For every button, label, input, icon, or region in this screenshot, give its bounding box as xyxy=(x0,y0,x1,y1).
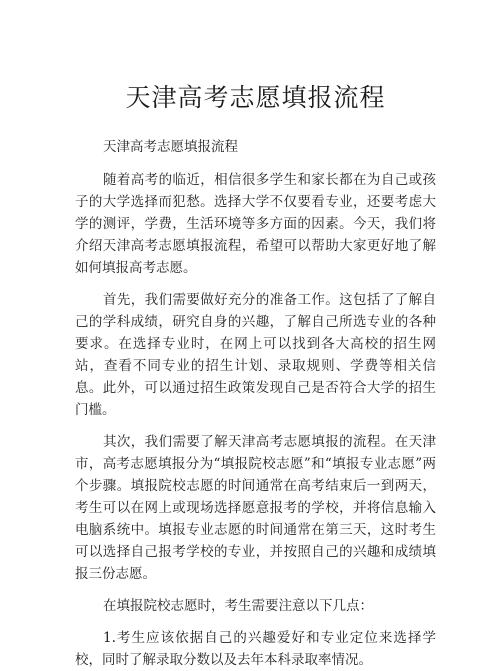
paragraph-process: 其次，我们需要了解天津高考志愿填报的流程。在天津市，高考志愿填报分为“填报院校志愿”和“填报专业志愿”两个步骤。填报院校志愿的时间通常在高考结束后一到两天，考生可以在网上或现场选择愿意报考的学校，并将信息输入电脑系统中。填报专业志愿的时间通常在第三天，这时考生可以选择自己报考学校的专业，并按照自己的兴趣和成绩填报三份志愿。 xyxy=(75,434,436,582)
document-subtitle: 天津高考志愿填报流程 xyxy=(103,139,238,155)
document-title: 天津高考志愿填报流程 xyxy=(125,83,386,112)
paragraph-preparation: 首先，我们需要做好充分的准备工作。这包括了了解自己的学科成绩，研究自身的兴趣，了解自己所选专业的各种要求。在选择专业时，在网上可以找到各大高校的招生网站，查看不同专业的招生计划、录取规则、学费等相关信息。此外，可以通过招生政策发现自己是否符合大学的招生门槛。 xyxy=(75,292,436,418)
paragraph-intro: 随着高考的临近，相信很多学生和家长都在为自己或孩子的大学选择而犯愁。选择大学不仅要看专业，还要考虑大学的测评，学费，生活环境等多方面的因素。今天，我们将介绍天津高考志愿填报流程，希望可以帮助大家更好地了解如何填报高考志愿。 xyxy=(75,172,436,276)
paragraph-note-1: 1.考生应该依据自己的兴趣爱好和专业定位来选择学校，同时了解录取分数以及去年本科录取率情况。 xyxy=(75,630,436,668)
paragraph-notes-intro: 在填报院校志愿时，考生需要注意以下几点： xyxy=(103,598,373,614)
